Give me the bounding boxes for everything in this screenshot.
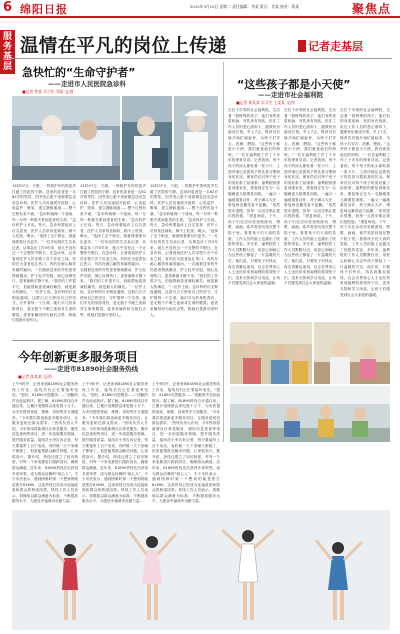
bottom-photo-dancers [12,510,390,630]
section-name: 聚焦点 [352,2,392,16]
article-3-byline: ■记者 陈某某 文/图 [18,374,52,379]
article-1-body-col-3: 15时07分，天明，一阵救护车的鸣笛声打破了医院的宁静。送来的患者是一名62岁的男性，因突发心脏不适被紧急送至急诊科。医护人员迅速展开抢救：心电监护、吸氧、建立静脉通道……整个过程有条不紊。“急诊科就像一个战场，每一分每一秒都关系到患者的生命。”急诊科护士长说。每天，急诊科要接诊上百名患者，医护人员常常连轴转，顾不上吃饭、喝水。“选择了这个职业，就意味着要付出更多。”一位年轻的医生告诉记者，从事急诊工作5年来，她几乎没有过一个完整的节假日。在急诊科，记者看到医护人员穿梭于各个诊室之间，有的在为患者包扎伤口，有的在耐心解答家属的疑问。一名刚被送来的外伤患者情绪激动，护士轻声安慰，细心处理伤口，患者渐渐平静下来。“我们的工作很平凡，但能帮助患者减轻痛苦，就是最大的满足。”一位护士说。急诊科的灯光彻夜通明，这群白衣天使用自己的坚守，守护着每一个生命。她们平凡的身影背后，是无数个不眠之夜和对生命的敬畏。患者家属纷纷为她们点赞，称她们是最可爱的人。 [150,184,218,317]
article-3-body-col-3: 上午9时许，记者来到81890社会服务热线工作室，接线员们正忙着接听电话。“您好，81890为您服务……”清脆的声音此起彼伏。据了解，81890热线自开通以来，已累计受理群众来电数十万个，为市民提供家政、维修、咨询等多方面服务。“今年我们将创新更多服务项目，让服务更贴近群众需求。”热线负责人介绍，今年热线将新增社区养老服务、便民信息查询等项目，进一步拓展服务领域，提升服务质量。接线员小李告诉记者，每天要接听上百个电话，有时候一天下来嗓子都哑了，但是能帮群众解决问题，心里很高兴。据介绍，热线还建立了回访制度，对每一个来电都进行跟踪回访，确保群众满意。近年来，81890热线先后获得多项荣誉，成为群众信赖的“贴心人”。不少市民表示，遇到困难时第一个想到的就是拨打81890，这条热线已经成为连接政府和群众的桥梁纽带。热线工作人员表示，将继续以群众满意为标准，不断提高服务水平，为建设幸福城市贡献力量。 [152,382,220,504]
page-number: 6 [3,0,13,15]
article-2-photo-3 [230,386,390,442]
article-3-separator [12,340,220,341]
article-2-body-col-3: 在位于市郊的社会福利院，生活着一群特殊的孩子。他们有的身患疾病，有的身有残疾，但在工作人员的悉心照料下，健康快乐地成长着。早上7点，保育员们就开始忙碌起来，为孩子们穿衣、洗漱、喂饭。“这些孩子都是小天使，我们就是他们的妈妈。”一位在福利院工作了十多年的保育员说。记者看到，每个孩子的床头都贴着一张卡片，上面详细记录着孩子的饮食习惯和身体状况。保育员们对每个孩子的喜好都了如指掌。福利院的康复训练室里，康复师正在为一名脑瘫患儿做康复训练。一遍又一遍地重复动作，孩子满头大汗，康复师也累得直不起腰。“虽然进步很慢，但每一点进步都让我们很欣慰。”康复师说。下午，孩子们在活动室里做游戏、唱歌、画画，欢声笑语回荡在整个院子里。看着孩子们天真的笑脸，工作人员的脸上也露出了欣慰的笑容。多年来，福利院的工作人员默默付出，用爱心和耐心为这些孩子撑起了一片温暖的天空。他们说，只要孩子们快乐，再苦再累也值得。社会各界爱心人士也经常来到福利院看望孩子们，送来衣物和学习用品，让孩子们感受到社会大家庭的温暖。 [340,108,390,297]
title-separator [12,58,392,59]
article-3-title: 今年创新更多服务项目 [18,350,139,364]
main-headline: 温情在平凡的岗位上传递 [20,36,227,57]
article-2-photo-1 [230,322,312,384]
article-3-body-col-2: 上午9时许，记者来到81890社会服务热线工作室，接线员们正忙着接听电话。“您好，81890为您服务……”清脆的声音此起彼伏。据了解，81890热线自开通以来，已累计受理群众来电数十万个，为市民提供家政、维修、咨询等多方面服务。“今年我们将创新更多服务项目，让服务更贴近群众需求。”热线负责人介绍，今年热线将新增社区养老服务、便民信息查询等项目，进一步拓展服务领域，提升服务质量。接线员小李告诉记者，每天要接听上百个电话，有时候一天下来嗓子都哑了，但是能帮群众解决问题，心里很高兴。据介绍，热线还建立了回访制度，对每一个来电都进行跟踪回访，确保群众满意。近年来，81890热线先后获得多项荣誉，成为群众信赖的“贴心人”。不少市民表示，遇到困难时第一个想到的就是拨打81890，这条热线已经成为连接政府和群众的桥梁纽带。热线工作人员表示，将继续以群众满意为标准，不断提高服务水平，为建设幸福城市贡献力量。 [82,382,148,504]
article-1-body-col-1: 15时07分，天明，一阵救护车的鸣笛声打破了医院的宁静。送来的患者是一名62岁的男性，因突发心脏不适被紧急送至急诊科。医护人员迅速展开抢救：心电监护、吸氧、建立静脉通道……整个过程有条不紊。“急诊科就像一个战场，每一分每一秒都关系到患者的生命。”急诊科护士长说。每天，急诊科要接诊上百名患者，医护人员常常连轴转，顾不上吃饭、喝水。“选择了这个职业，就意味着要付出更多。”一位年轻的医生告诉记者，从事急诊工作5年来，她几乎没有过一个完整的节假日。在急诊科，记者看到医护人员穿梭于各个诊室之间，有的在为患者包扎伤口，有的在耐心解答家属的疑问。一名刚被送来的外伤患者情绪激动，护士轻声安慰，细心处理伤口，患者渐渐平静下来。“我们的工作很平凡，但能帮助患者减轻痛苦，就是最大的满足。”一位护士说。急诊科的灯光彻夜通明，这群白衣天使用自己的坚守，守护着每一个生命。她们平凡的身影背后，是无数个不眠之夜和对生命的敬畏。患者家属纷纷为她们点赞，称她们是最可爱的人。 [12,184,76,323]
article-3-subtitle: ——走进市81890社会服务热线 [44,365,139,373]
side-column-label: 服务基层 [0,30,15,74]
article-1-photo-3 [174,96,218,180]
article-1-subtitle: ——走进市人民医院急诊科 [48,80,126,88]
paper-name: 绵阳日报 [20,3,68,16]
article-2-photo-2 [314,322,390,384]
article-1-byline: ■记者 曾某 实习生 刘某 文/图 [22,89,74,94]
article-2-subtitle: ——走进市社会福利院 [258,91,323,99]
article-1-photo-2 [122,96,172,180]
header-rule [0,16,400,18]
article-1-body-col-2: 15时07分，天明，一阵救护车的鸣笛声打破了医院的宁静。送来的患者是一名62岁的男性，因突发心脏不适被紧急送至急诊科。医护人员迅速展开抢救：心电监护、吸氧、建立静脉通道……整个过程有条不紊。“急诊科就像一个战场，每一分每一秒都关系到患者的生命。”急诊科护士长说。每天，急诊科要接诊上百名患者，医护人员常常连轴转，顾不上吃饭、喝水。“选择了这个职业，就意味着要付出更多。”一位年轻的医生告诉记者，从事急诊工作5年来，她几乎没有过一个完整的节假日。在急诊科，记者看到医护人员穿梭于各个诊室之间，有的在为患者包扎伤口，有的在耐心解答家属的疑问。一名刚被送来的外伤患者情绪激动，护士轻声安慰，细心处理伤口，患者渐渐平静下来。“我们的工作很平凡，但能帮助患者减轻痛苦，就是最大的满足。”一位护士说。急诊科的灯光彻夜通明，这群白衣天使用自己的坚守，守护着每一个生命。她们平凡的身影背后，是无数个不眠之夜和对生命的敬畏。患者家属纷纷为她们点赞，称她们是最可爱的人。 [80,184,146,317]
article-2-body-col-1: 在位于市郊的社会福利院，生活着一群特殊的孩子。他们有的身患疾病，有的身有残疾，但在工作人员的悉心照料下，健康快乐地成长着。早上7点，保育员们就开始忙碌起来，为孩子们穿衣、洗漱、喂饭。“这些孩子都是小天使，我们就是他们的妈妈。”一位在福利院工作了十多年的保育员说。记者看到，每个孩子的床头都贴着一张卡片，上面详细记录着孩子的饮食习惯和身体状况。保育员们对每个孩子的喜好都了如指掌。福利院的康复训练室里，康复师正在为一名脑瘫患儿做康复训练。一遍又一遍地重复动作，孩子满头大汗，康复师也累得直不起腰。“虽然进步很慢，但每一点进步都让我们很欣慰。”康复师说。下午，孩子们在活动室里做游戏、唱歌、画画，欢声笑语回荡在整个院子里。看着孩子们天真的笑脸，工作人员的脸上也露出了欣慰的笑容。多年来，福利院的工作人员默默付出，用爱心和耐心为这些孩子撑起了一片温暖的天空。他们说，只要孩子们快乐，再苦再累也值得。社会各界爱心人士也经常来到福利院看望孩子们，送来衣物和学习用品，让孩子们感受到社会大家庭的温暖。 [228,108,280,286]
article-1-title: 急快忙的“生命守护者” [22,66,136,79]
column-divider [223,62,224,442]
article-3-body-col-1: 上午9时许，记者来到81890社会服务热线工作室，接线员们正忙着接听电话。“您好，81890为您服务……”清脆的声音此起彼伏。据了解，81890热线自开通以来，已累计受理群众来电数十万个，为市民提供家政、维修、咨询等多方面服务。“今年我们将创新更多服务项目，让服务更贴近群众需求。”热线负责人介绍，今年热线将新增社区养老服务、便民信息查询等项目，进一步拓展服务领域，提升服务质量。接线员小李告诉记者，每天要接听上百个电话，有时候一天下来嗓子都哑了，但是能帮群众解决问题，心里很高兴。据介绍，热线还建立了回访制度，对每一个来电都进行跟踪回访，确保群众满意。近年来，81890热线先后获得多项荣誉，成为群众信赖的“贴心人”。不少市民表示，遇到困难时第一个想到的就是拨打81890，这条热线已经成为连接政府和群众的桥梁纽带。热线工作人员表示，将继续以群众满意为标准，不断提高服务水平，为建设幸福城市贡献力量。 [12,382,78,504]
header-info: 2015年3月10日 星期二 责任编辑：李某 版式：肖某 校对：蒋某 [190,4,300,9]
tag-bar [298,40,306,52]
article-2-title: “这些孩子都是小天使” [237,78,351,91]
article-2-body-col-2: 在位于市郊的社会福利院，生活着一群特殊的孩子。他们有的身患疾病，有的身有残疾，但在工作人员的悉心照料下，健康快乐地成长着。早上7点，保育员们就开始忙碌起来，为孩子们穿衣、洗漱、喂饭。“这些孩子都是小天使，我们就是他们的妈妈。”一位在福利院工作了十多年的保育员说。记者看到，每个孩子的床头都贴着一张卡片，上面详细记录着孩子的饮食习惯和身体状况。保育员们对每个孩子的喜好都了如指掌。福利院的康复训练室里，康复师正在为一名脑瘫患儿做康复训练。一遍又一遍地重复动作，孩子满头大汗，康复师也累得直不起腰。“虽然进步很慢，但每一点进步都让我们很欣慰。”康复师说。下午，孩子们在活动室里做游戏、唱歌、画画，欢声笑语回荡在整个院子里。看着孩子们天真的笑脸，工作人员的脸上也露出了欣慰的笑容。多年来，福利院的工作人员默默付出，用爱心和耐心为这些孩子撑起了一片温暖的天空。他们说，只要孩子们快乐，再苦再累也值得。社会各界爱心人士也经常来到福利院看望孩子们，送来衣物和学习用品，让孩子们感受到社会大家庭的温暖。 [284,108,336,286]
column-tag: 记者走基层 [308,40,363,53]
article-2-byline: ■记者 黄某某 实习生 王某某 文/图 [236,100,296,105]
article-1-photo-1 [12,96,120,180]
